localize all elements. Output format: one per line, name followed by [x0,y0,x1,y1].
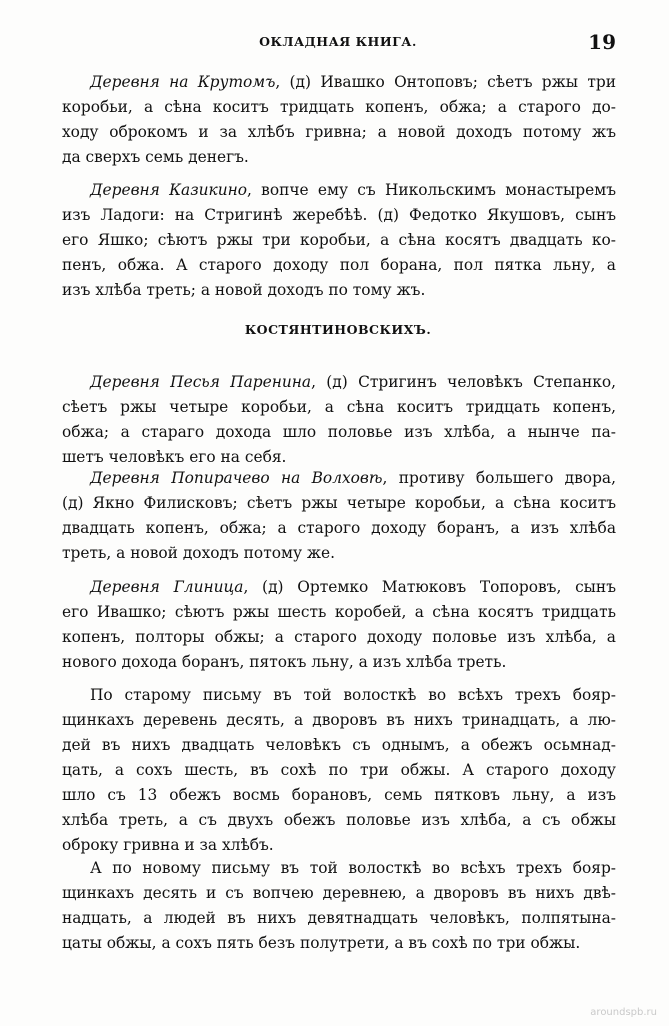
paragraph-line: шетъ человѣкъ его на себя. [62,448,287,466]
watermark: aroundspb.ru [590,1007,657,1018]
section-heading: КОСТЯНТИНОВСКИХЪ. [244,322,432,337]
paragraph-line: хлѣба треть, а съ двухъ обежъ половье изъ хлѣба, а съ обжы [62,811,616,829]
paragraph-derevnya-glinitsa [62,575,616,675]
paragraph-line: надцать, а людей въ нихъ девятнадцать человѣкъ, полпятына- [62,909,616,927]
line-text: , вопче ему съ Никольскимъ монастыремъ [247,181,616,199]
paragraph-po-staromu-pismu [62,683,616,858]
paragraph-line: щинкахъ деревень десять, а дворовъ въ нихъ тринадцать, а лю- [62,711,616,729]
paragraph-line: цать, а сохъ шесть, въ сохѣ по три обжы. А старого доходу [62,761,616,779]
paragraph-line: двадцать копенъ, обжа; а старого доходу боранъ, а изъ хлѣба [62,519,616,537]
paragraph-po-novomu-pismu [62,856,616,956]
paragraph-line [62,370,616,395]
running-title: ОКЛАДНАЯ КНИГА. [259,34,417,49]
line-text: , (д) Ортемко Матюковъ Топоровъ, сынъ [243,578,616,596]
paragraph-line: цаты обжы, а сохъ пять безъ полутрети, а въ сохѣ по три обжы. [62,934,581,952]
paragraph-line [62,178,616,203]
paragraph-line: щинкахъ десять и съ вопчею деревнею, а дворовъ въ нихъ двѣ- [62,884,616,902]
page-number: 19 [588,30,616,54]
entry-lead: Деревня на Крутомъ [90,73,276,91]
entry-lead: Деревня Глиница [90,578,244,596]
paragraph-line: изъ хлѣба треть; а новой доходъ по тому жъ. [62,281,426,299]
paragraph-line [62,466,616,491]
line-text: , противу большего двора, [382,469,616,487]
paragraph-line: его Ивашко; сѣютъ ржы шесть коробей, а сѣна косятъ тридцать [62,603,616,621]
paragraph-line [62,575,616,600]
paragraph-line: А по новому письму въ той волосткѣ во всѣхъ трехъ бояр- [90,859,616,877]
entry-lead: Деревня Казикино [90,181,248,199]
paragraph-line: (д) Якно Филисковъ; сѣетъ ржы четыре коробьи, а сѣна коситъ [62,494,616,512]
paragraph-line: изъ Ладоги: на Стригинѣ жеребѣѣ. (д) Федотко Якушовъ, сынъ [62,206,616,224]
paragraph-line: его Яшко; сѣютъ ржы три коробьи, а сѣна косятъ двадцать ко- [62,231,616,249]
entry-lead: Деревня Попирачево на Волховѣ [90,469,383,487]
paragraph-line: шло съ 13 обежъ восмь борановъ, семь пятковъ льну, а изъ [62,786,616,804]
line-text: , (д) Ивашко Онтоповъ; сѣетъ ржы три [275,73,616,91]
paragraph-line: коробьи, а сѣна коситъ тридцать копенъ, обжа; а старого до- [62,98,616,116]
paragraph-derevnya-pesya-parenina [62,370,616,470]
paragraph-line [62,70,616,95]
paragraph-derevnya-na-krutom [62,70,616,170]
paragraph-line: пенъ, обжа. А старого доходу пол борана, пол пятка льну, а [62,256,616,274]
running-head [60,30,616,54]
paragraph-line: оброку гривна и за хлѣбъ. [62,836,274,854]
paragraph-line: копенъ, полторы обжы; а старого доходу половье изъ хлѣба, а [62,628,616,646]
paragraph-line: треть, а новой доходъ потому же. [62,544,336,562]
paragraph-line: обжа; а стараго дохода шло половье изъ хлѣба, а нынче па- [62,423,616,441]
paragraph-derevnya-kazikino [62,178,616,303]
paragraph-line: По старому письму въ той волосткѣ во всѣхъ трехъ бояр- [90,686,616,704]
entry-lead: Деревня Песья Паренина [90,373,312,391]
paragraph-line: нового дохода боранъ, пятокъ льну, а изъ хлѣба треть. [62,653,507,671]
paragraph-derevnya-popirachevo [62,466,616,566]
paragraph-line: сѣетъ ржы четыре коробьи, а сѣна коситъ тридцать копенъ, [62,398,616,416]
line-text: , (д) Стригинъ человѣкъ Степанко, [311,373,616,391]
paragraph-line: дей въ нихъ двадцать человѣкъ съ однымъ, а обежъ осьмнад- [62,736,616,754]
paragraph-line: да сверхъ семь денегъ. [62,148,249,166]
paragraph-line: ходу оброкомъ и за хлѣбъ гривна; а новой доходъ потому жъ [62,123,616,141]
